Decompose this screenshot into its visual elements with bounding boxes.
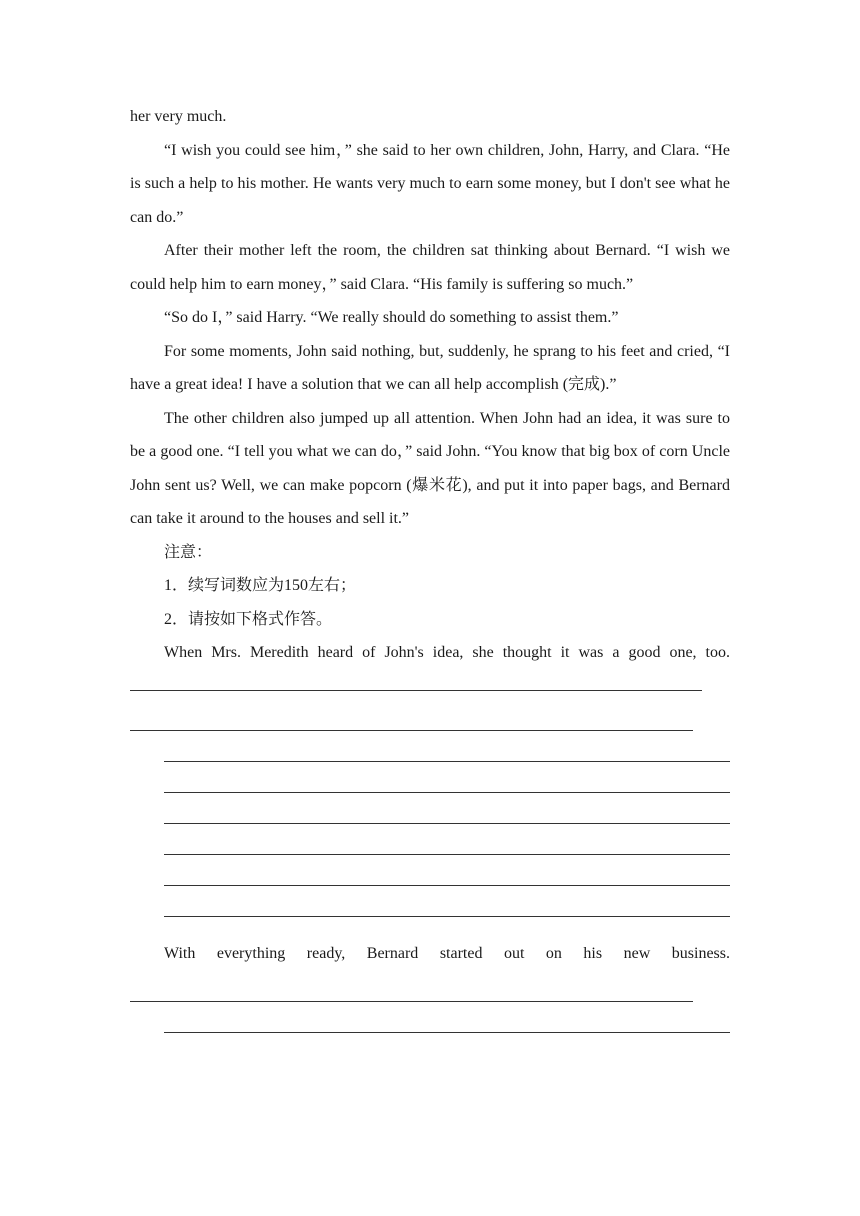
passage-paragraph: The other children also jumped up all attention. When John had an idea, it was sure to be a good one. “I tell you what we can do，” said John. “You know that big box of corn Uncle John sent us? Well, we can make popcorn (爆米花), and put it into paper bags, and Bernard can take it around to the houses and sell it.” [130, 409, 730, 527]
note-item-word-count: 1．续写词数应为150左右； [164, 577, 357, 594]
passage-paragraph: her very much. [130, 108, 227, 125]
writing-line[interactable] [164, 731, 730, 762]
notes-heading: 注意： [164, 543, 213, 561]
document-page [130, 100, 730, 1033]
paragraph1-opening-text: When Mrs. Meredith heard of John's idea, she thought it was a good one, too. [164, 644, 730, 661]
passage-paragraph: “So do I，” said Harry. “We really should do something to assist them.” [164, 309, 619, 326]
spacer [130, 917, 730, 937]
passage-paragraph: “I wish you could see him，” she said to her own children, John, Harry, and Clara. “He is such a help to his mother. He wants very much to earn some money, but I don't see what he can do.” [130, 141, 730, 226]
paragraph2-opening [130, 937, 730, 971]
note-item-format: 2．请按如下格式作答。 [164, 610, 333, 628]
writing-line[interactable] [130, 700, 693, 731]
writing-line[interactable] [164, 762, 730, 793]
writing-line[interactable] [164, 886, 730, 917]
paragraph2-opening-text: With everything ready, Bernard started out on his new business. [164, 945, 730, 962]
writing-line[interactable] [164, 824, 730, 855]
writing-line[interactable] [164, 1002, 730, 1033]
writing-blank[interactable] [130, 672, 702, 691]
writing-line[interactable] [130, 971, 693, 1002]
writing-line[interactable] [164, 793, 730, 824]
passage-paragraph: For some moments, John said nothing, but, suddenly, he sprang to his feet and cried, “I have a great idea! I have a solution that we can all help accomplish (完成).” [130, 342, 730, 393]
writing-line[interactable] [164, 855, 730, 886]
paragraph1-opening [130, 636, 730, 703]
passage-paragraph: After their mother left the room, the children sat thinking about Bernard. “I wish we could help him to earn money，” said Clara. “His family is suffering so much.” [130, 242, 730, 293]
